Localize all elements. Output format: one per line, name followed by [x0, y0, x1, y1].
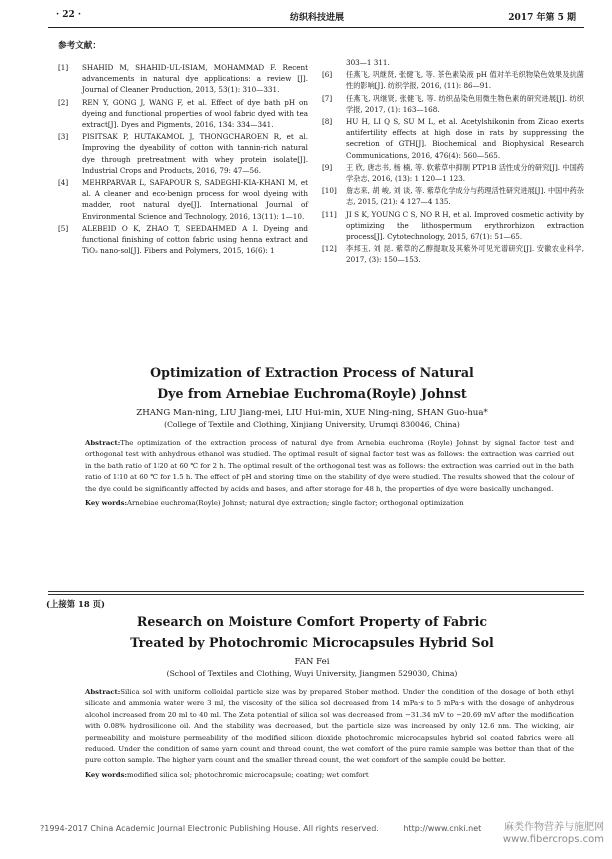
page-footer: [40, 822, 604, 845]
reference-text: JI S K, YOUNG C S, NO R H, et al. Improved cosmetic activity by optimizing the lithospermum erythrorhizon extraction process[J]. Cytotechnology, 2015, 67(1): 51—65.: [346, 209, 584, 242]
watermark: [503, 822, 604, 846]
article-affiliation: (School of Textiles and Clothing, Wuyi University, Jiangmen 529030, China): [166, 669, 458, 678]
reference-item: [58, 177, 308, 222]
references-right-column: [322, 57, 584, 267]
keywords-label: Key words:: [85, 499, 128, 508]
reference-item: [322, 185, 584, 207]
article-keywords: [85, 770, 574, 781]
reference-number: [3]: [58, 132, 69, 142]
footer-url[interactable]: http://www.cnki.net: [403, 824, 482, 833]
reference-number: [12]: [322, 244, 337, 254]
page-header: [50, 8, 584, 24]
reference-text: HU H, LI Q S, SU M L, et al. Acetylshikonin from Zicao exerts antifertility effects at high dose in rats by suppressing the secretion of GTH[J]. Biochemical and Biophysical Research Communications, 2016, 476(4): 560—565.: [346, 117, 584, 160]
references-title: 参考文献：: [58, 41, 101, 51]
reference-number: [4]: [58, 178, 69, 188]
article-title-line: Optimization of Extraction Process of Natural: [150, 365, 474, 380]
reference-number: [9]: [322, 162, 333, 172]
reference-text: ALEBEID O K, ZHAO T, SEEDAHMED A I. Dyeing and functional finishing of cotton fabric using henna extract and TiO₂ nano-sol[J]. Fibers and Polymers, 2015, 16(6): 1: [82, 223, 308, 256]
article-title-line: Treated by Photochromic Microcapsules Hybrid Sol: [130, 635, 494, 650]
issue-label: 2017 年第 5 期: [508, 13, 576, 23]
article-abstract: [85, 687, 574, 767]
keywords-label: Key words:: [85, 770, 128, 779]
journal-name: 纺织科技进展: [289, 13, 344, 23]
continued-from-note: (上接第 18 页): [46, 599, 105, 609]
english-abstract-1: [40, 362, 584, 562]
reference-item: [58, 131, 308, 176]
reference-text: 王 欣, 唐志书, 杨 楠, 等. 软紫草中抑制 PTP1B 活性成分的研究[J]. 中国药学杂志, 2016, (13): 1 120—1 123.: [346, 162, 584, 184]
reference-number: [7]: [322, 93, 333, 103]
reference-item: [322, 209, 584, 243]
reference-item: [322, 243, 584, 265]
watermark-line: www.fibercrops.com: [502, 834, 604, 845]
article-authors: ZHANG Man-ning, LIU Jiang-mei, LIU Hui-min, XUE Ning-ning, SHAN Guo-hua*: [136, 408, 488, 418]
english-abstract-2: [40, 611, 584, 781]
reference-text: 任燕飞, 巩继贤, 张健飞, 等. 茶色素染液 pH 值对羊毛织物染色效果及抗菌性的影响[J]. 纺织学报, 2016, (11): 86—91.: [346, 70, 584, 91]
reference-text: 詹志来, 胡 峻, 刘 谈, 等. 紫草化学成分与药理活性研究进展[J]. 中国中药杂志, 2015, (21): 4 127—4 135.: [346, 186, 584, 207]
article-abstract: [85, 438, 574, 495]
reference-number: [6]: [322, 70, 333, 80]
reference-text: SHAHID M, SHAHID-UL-ISIAM, MOHAMMAD F. Recent advancements in natural dye applications: a review [J]. Journal of Cleaner Production, 2013, 53(1): 310—331.: [82, 63, 308, 95]
article-authors: FAN Fei: [294, 657, 330, 667]
reference-text: REN Y, GONG J, WANG F, et al. Effect of dye bath pH on dyeing and functional properties of wool fabric dyed with tea extract[J]. Dyes and Pigments, 2016, 134: 334—341.: [82, 97, 308, 130]
abstract-label: Abstract:: [85, 439, 121, 447]
watermark-line: 麻类作物营养与施肥网: [504, 822, 604, 833]
reference-text: 任燕飞, 巩继贤, 张健飞, 等. 纺织品染色用微生物色素的研究进展[J]. 纺织学报, 2017, (1): 163—168.: [346, 93, 584, 114]
section-divider: [48, 594, 584, 595]
reference-item: [322, 93, 584, 115]
abstract-text: Silica sol with uniform colloidal particle size was by prepared Stober method. Under the condition of the dosage of both ethyl silicate and ammonia water were 3 ml, the viscosity of the silica sol decreased from 14 mPa·s to 5 mPa·s with the dosage of anhydrous alcohol increased from 20 ml to 40 ml. The Zeta potential of silica sol was decreased from −31.34 mV to −20.69 mV after the modification with 0.08% hydrosilicone oil. And the stability was decreased, but the particle size was increased by only 12.6 nm. The wicking, air permeability and moisture permeability of the modified silicon dioxide photochromic microcapsules hybrid sol coated fabrics were all reduced. Under the condition of same yarn count and thread count, the wet comfort of the pure ramie sample was better than that of the pure cotton sample. The higher yarn count and the smaller thread count, the wet comfort of the sample could be better.: [85, 688, 574, 765]
article-affiliation: (College of Textile and Clothing, Xinjiang University, Urumqi 830046, China): [164, 420, 460, 429]
keywords-text: Arnebiae euchroma(Royle) Johnst; natural dye extraction; single factor; orthogonal optimization: [127, 499, 464, 508]
reference-number: [10]: [322, 186, 337, 196]
reference-continuation: [322, 57, 584, 68]
reference-text: MEHRPARVAR L, SAFAPOUR S, SADEGHI-KIA-KHANI M, et al. A cleaner and eco-benign process for wool dyeing with madder, root natural dye[J]. International Journal of Environmental Science and Technology, 2016, 13(11): 1—10.: [82, 178, 308, 221]
reference-number: [1]: [58, 63, 69, 72]
reference-text: PISITSAK P, HUTAKAMOL J, THONGCHAROEN R, et al. Improving the dyeability of cotton with tannin-rich natural dye through pretreatment with whey protein isolate[J]. Industrial Crops and Products, 2016, 79: 47—56.: [82, 132, 308, 175]
reference-number: [11]: [322, 209, 337, 219]
article-title-line: Research on Moisture Comfort Property of Fabric: [136, 614, 488, 629]
reference-item: [58, 223, 308, 257]
reference-number: [8]: [322, 117, 333, 127]
article-keywords: [85, 498, 574, 509]
abstract-text: The optimization of the extraction process of natural dye from Arnebia euchroma (Royle) Johnst by signal factor test and orthogonal test with anhydrous ethanol was studied. The optimal result of signal factor test was as follows: the extraction was carried out in the bath ratio of 1∶20 at 60 ℃ for 2 h. The optimal result of the orthogonal test was as follows: the extraction was carried out in the bath ratio of 1∶10 at 60 ℃ for 1.5 h. The effect of pH and storing time on the stability of dye were studied. The results showed that the colour of the dye could be significantly affected by acids and bases, and after storage for 48 h, the properties of dye were basically unchanged.: [85, 439, 574, 493]
page-number: · 22 ·: [56, 10, 82, 20]
copyright-text: ?1994-2017 China Academic Journal Electronic Publishing House. All rights reserved.: [40, 824, 379, 833]
reference-continuation-text: 303—1 311.: [346, 58, 390, 67]
reference-item: [58, 97, 308, 131]
references-left-column: [58, 62, 308, 257]
abstract-label: Abstract:: [85, 688, 121, 696]
reference-item: [322, 116, 584, 161]
reference-text: 李邦玉, 刘 昆. 紫草的乙醇提取及其紫外可见光谱研究[J]. 安徽农业科学, 2017, (3): 150—153.: [346, 244, 584, 265]
reference-item: [58, 62, 308, 96]
section-divider: [48, 591, 584, 592]
keywords-text: modified silica sol; photochromic microcapsule; coating; wet comfort: [127, 770, 369, 779]
article-title-line: Dye from Arnebiae Euchroma(Royle) Johnst: [157, 386, 467, 401]
header-rule: [48, 27, 584, 28]
reference-number: [2]: [58, 97, 69, 107]
reference-number: [5]: [58, 223, 69, 233]
reference-item: [322, 69, 584, 91]
reference-item: [322, 162, 584, 184]
